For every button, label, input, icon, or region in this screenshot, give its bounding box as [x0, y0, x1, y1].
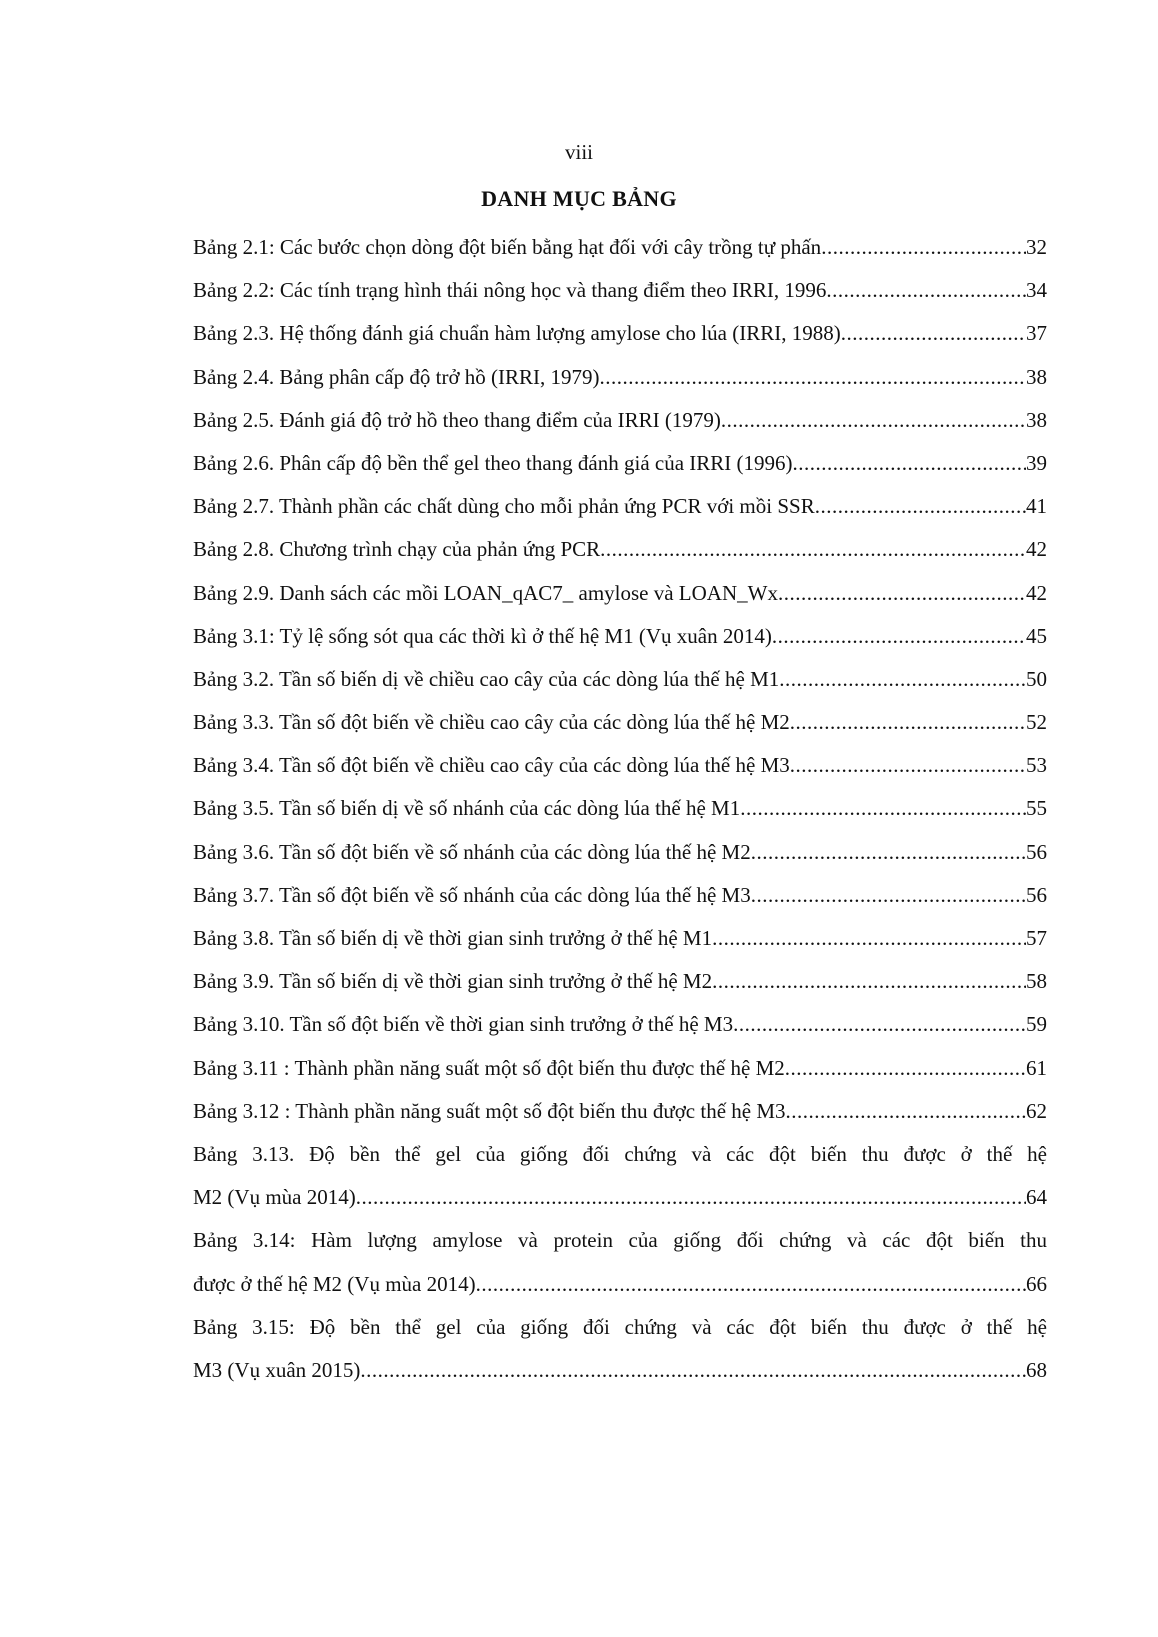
- entry-title: Bảng 2.3. Hệ thống đánh giá chuẩn hàm lượng amylose cho lúa (IRRI, 1988): [193, 321, 841, 346]
- dot-leader: [360, 1349, 1026, 1392]
- dot-leader: [779, 658, 1026, 701]
- dot-leader: [600, 356, 1026, 399]
- dot-leader: [721, 399, 1026, 442]
- page-title: DANH MỤC BẢNG: [481, 186, 677, 211]
- dot-leader: [815, 485, 1026, 528]
- entry-title-line1: Bảng 3.15: Độ bền thể gel của giống đối chứng và các đột biến thu được ở thế hệ: [193, 1314, 1047, 1339]
- dot-leader: [790, 744, 1026, 787]
- entry-title: Bảng 2.9. Danh sách các mồi LOAN_qAC7_ amylose và LOAN_Wx: [193, 580, 778, 605]
- toc-entry[interactable]: [193, 1090, 1047, 1133]
- page-number: viii: [564, 140, 593, 164]
- entry-title: Bảng 3.8. Tần số biến dị về thời gian sinh trưởng ở thế hệ M1: [193, 926, 713, 950]
- entry-title-line1: Bảng 3.13. Độ bền thể gel của giống đối chứng và các đột biến thu được ở thế hệ: [193, 1141, 1047, 1166]
- entry-title: Bảng 3.3. Tần số đột biến về chiều cao cây của các dòng lúa thế hệ M2: [193, 710, 790, 735]
- toc-entry-wrapped[interactable]: [193, 1133, 1047, 1219]
- toc-entry[interactable]: [193, 744, 1047, 787]
- toc-entry[interactable]: [193, 874, 1047, 917]
- toc-entry[interactable]: [193, 658, 1047, 701]
- toc-entry[interactable]: [193, 1047, 1047, 1090]
- dot-leader: [712, 960, 1026, 1003]
- entry-title: Bảng 2.8. Chương trình chạy của phản ứng PCR: [193, 537, 601, 562]
- entry-title: Bảng 3.5. Tần số biến dị về số nhánh của các dòng lúa thế hệ M1: [193, 796, 741, 821]
- toc-entry[interactable]: [193, 485, 1047, 528]
- entry-page: 53: [1026, 753, 1047, 778]
- entry-page: 61: [1026, 1055, 1047, 1080]
- entry-page: 32: [1026, 235, 1047, 259]
- entry-title-line2: M2 (Vụ mùa 2014): [193, 1185, 356, 1210]
- entry-title: Bảng 2.4. Bảng phân cấp độ trở hồ (IRRI, 1979): [193, 364, 600, 389]
- toc-entry[interactable]: [193, 615, 1047, 658]
- toc-entry[interactable]: [193, 787, 1047, 830]
- entry-page: 56: [1026, 839, 1047, 864]
- dot-leader: [826, 269, 1026, 312]
- toc-entry[interactable]: [193, 960, 1047, 1003]
- entry-title: Bảng 3.9. Tần số biến dị về thời gian sinh trưởng ở thế hệ M2: [193, 969, 713, 994]
- dot-leader: [790, 701, 1026, 744]
- entry-page: 34: [1026, 278, 1047, 303]
- entry-title: Bảng 3.6. Tần số đột biến về số nhánh của các dòng lúa thế hệ M2: [193, 839, 751, 864]
- toc-entry-wrapped[interactable]: [193, 1219, 1047, 1305]
- dot-leader: [751, 831, 1026, 874]
- toc-entry[interactable]: [193, 572, 1047, 615]
- entry-page: 42: [1026, 537, 1047, 562]
- entry-page: 64: [1026, 1185, 1047, 1210]
- entry-page: 52: [1026, 710, 1047, 735]
- entry-title-line2: M3 (Vụ xuân 2015): [193, 1357, 361, 1382]
- entry-title: Bảng 3.7. Tần số đột biến về số nhánh của các dòng lúa thế hệ M3: [193, 882, 751, 907]
- entry-page: 55: [1026, 796, 1047, 821]
- dot-leader: [778, 572, 1026, 615]
- entry-page: 42: [1026, 580, 1047, 605]
- entry-page: 58: [1026, 969, 1047, 994]
- toc-entry[interactable]: [193, 442, 1047, 485]
- entry-page: 66: [1026, 1271, 1047, 1296]
- toc-entry-wrapped[interactable]: [193, 1306, 1047, 1392]
- toc-entry[interactable]: [193, 701, 1047, 744]
- entry-title-line1: Bảng 3.14: Hàm lượng amylose và protein của giống đối chứng và các đột biến thu: [193, 1228, 1047, 1253]
- entry-title: Bảng 3.4. Tần số đột biến về chiều cao cây của các dòng lúa thế hệ M3: [193, 753, 790, 778]
- toc-entry[interactable]: [193, 399, 1047, 442]
- toc-entry[interactable]: [193, 1003, 1047, 1046]
- entry-page: 57: [1026, 926, 1047, 950]
- entry-title: Bảng 3.11 : Thành phần năng suất một số đột biến thu được thế hệ M2: [193, 1055, 785, 1080]
- entry-page: 50: [1026, 666, 1047, 691]
- toc-entry[interactable]: [193, 917, 1047, 960]
- table-list: [193, 226, 1047, 1392]
- entry-page: 68: [1026, 1357, 1047, 1382]
- dot-leader: [476, 1263, 1026, 1306]
- toc-entry[interactable]: [193, 312, 1047, 355]
- toc-entry[interactable]: [193, 831, 1047, 874]
- dot-leader: [733, 1003, 1026, 1046]
- toc-entry[interactable]: [193, 528, 1047, 571]
- toc-entry[interactable]: [193, 226, 1047, 269]
- dot-leader: [712, 917, 1026, 960]
- entry-title: Bảng 3.12 : Thành phần năng suất một số đột biến thu được thế hệ M3: [193, 1098, 786, 1123]
- entry-title: Bảng 2.5. Đánh giá độ trở hồ theo thang điểm của IRRI (1979): [193, 407, 721, 432]
- entry-page: 59: [1026, 1012, 1047, 1037]
- entry-title: Bảng 2.2: Các tính trạng hình thái nông học và thang điểm theo IRRI, 1996: [193, 278, 827, 303]
- entry-page: 45: [1026, 623, 1047, 648]
- entry-page: 62: [1026, 1098, 1047, 1123]
- entry-title: Bảng 3.10. Tần số đột biến về thời gian sinh trưởng ở thế hệ M3: [193, 1012, 734, 1037]
- entry-title: Bảng 2.7. Thành phần các chất dùng cho mỗi phản ứng PCR với mồi SSR: [193, 494, 815, 519]
- dot-leader: [786, 1090, 1026, 1133]
- dot-leader: [751, 874, 1026, 917]
- dot-leader: [740, 787, 1026, 830]
- entry-title: Bảng 3.2. Tần số biến dị về chiều cao cây của các dòng lúa thế hệ M1: [193, 666, 780, 691]
- dot-leader: [772, 615, 1026, 658]
- dot-leader: [785, 1047, 1026, 1090]
- entry-title: Bảng 3.1: Tỷ lệ sống sót qua các thời kì ở thế hệ M1 (Vụ xuân 2014): [193, 623, 772, 648]
- dot-leader: [600, 528, 1026, 571]
- entry-page: 38: [1026, 407, 1047, 432]
- entry-page: 38: [1026, 364, 1047, 389]
- toc-entry[interactable]: [193, 356, 1047, 399]
- entry-title-line2: được ở thế hệ M2 (Vụ mùa 2014): [193, 1271, 476, 1296]
- toc-entry[interactable]: [193, 269, 1047, 312]
- dot-leader: [841, 312, 1026, 355]
- entry-title: Bảng 2.1: Các bước chọn dòng đột biến bằng hạt đối với cây trồng tự phấn: [193, 235, 822, 259]
- entry-page: 56: [1026, 882, 1047, 907]
- entry-page: 37: [1026, 321, 1047, 346]
- dot-leader: [356, 1176, 1026, 1219]
- entry-page: 39: [1026, 450, 1047, 475]
- entry-title: Bảng 2.6. Phân cấp độ bền thể gel theo thang đánh giá của IRRI (1996): [193, 450, 793, 475]
- dot-leader: [793, 442, 1026, 485]
- entry-page: 41: [1026, 494, 1047, 519]
- dot-leader: [821, 226, 1026, 269]
